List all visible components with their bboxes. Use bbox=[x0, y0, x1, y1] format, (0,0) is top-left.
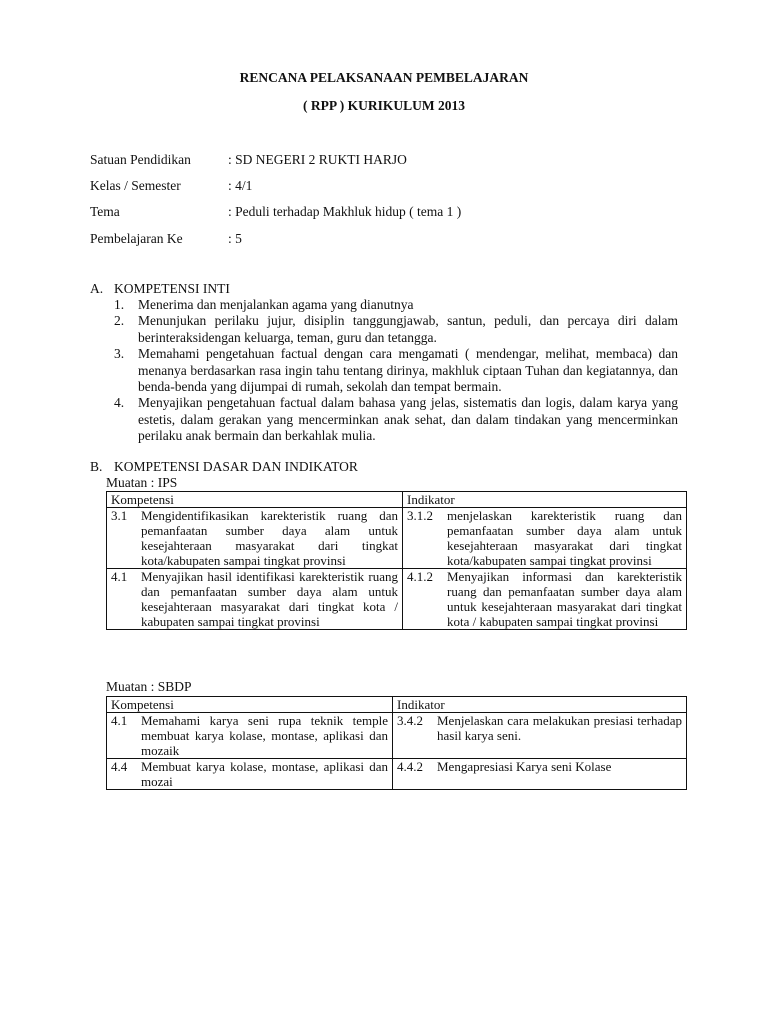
list-text: Menyajikan pengetahuan factual dalam bahasa yang jelas, sistematis dan logis, dalam karya yang estetis, dalam gerakan yang mencerminkan anak sehat, dan dalam tindakan yang mencerminkan perilaku anak bermain dan berkahlak mulia. bbox=[138, 395, 678, 444]
list-text: Menerima dan menjalankan agama yang dianutnya bbox=[138, 297, 414, 312]
list-number: 1. bbox=[114, 297, 125, 312]
document-title: RENCANA PELAKSANAAN PEMBELAJARAN bbox=[239, 70, 529, 85]
kompetensi-text: Membuat karya kolase, montase, aplikasi dan mozai bbox=[141, 759, 388, 789]
kompetensi-text: Memahami karya seni rupa teknik temple membuat karya kolase, montase, aplikasi dan mozaik bbox=[141, 713, 388, 758]
section-title: KOMPETENSI INTI bbox=[114, 281, 230, 296]
kompetensi-text: Menyajikan hasil identifikasi karekteristik ruang dan pemanfaatan sumber daya alam untuk kesejahteraan masyarakat dari tingkat kota / kabupaten sampai tingkat provinsi bbox=[141, 569, 398, 629]
identity-value: : 5 bbox=[228, 231, 242, 246]
identity-value: : SD NEGERI 2 RUKTI HARJO bbox=[228, 152, 407, 167]
identity-value: : Peduli terhadap Makhluk hidup ( tema 1 ) bbox=[228, 204, 462, 219]
kompetensi-inti-list bbox=[114, 297, 678, 445]
kompetensi-text: Mengidentifikasikan karekteristik ruang dan pemanfaatan sumber daya alam untuk kesejahteraan masyarakat dari tingkat kota/kabupaten sampai tingkat provinsi bbox=[141, 508, 398, 568]
list-text: Memahami pengetahuan factual dengan cara mengamati ( mendengar, melihat, membaca) dan menanya berdasarkan rasa ingin tahu tentang dirinya, makhluk ciptaan Tuhan dan kegiatannya, dan benda-benda yang dijumpai di rumah, sekolah dan tempat bermain. bbox=[138, 346, 678, 395]
list-item bbox=[114, 313, 678, 346]
identity-label: Tema bbox=[90, 204, 120, 219]
indikator-cell bbox=[393, 759, 687, 790]
kompetensi-code: 4.1 bbox=[111, 569, 128, 584]
muatan-sbdp-label: Muatan : SBDP bbox=[106, 679, 192, 694]
section-b-heading bbox=[90, 459, 358, 475]
section-title: KOMPETENSI DASAR DAN INDIKATOR bbox=[114, 459, 358, 474]
identity-value: : 4/1 bbox=[228, 178, 253, 193]
list-text: Menunjukan perilaku jujur, disiplin tanggungjawab, santun, peduli, dan percaya diri dalam berinteraksidengan keluarga, teman, guru dan tetangga. bbox=[138, 313, 678, 345]
identity-label: Satuan Pendidikan bbox=[90, 152, 191, 167]
table-row bbox=[107, 569, 687, 630]
identity-label: Kelas / Semester bbox=[90, 178, 181, 193]
indikator-text: Menyajikan informasi dan karekteristik ruang dan pemanfaatan sumber daya alam untuk kesejahteraan masyarakat dari tingkat kota / kabupaten sampai tingkat provinsi bbox=[447, 569, 682, 629]
list-item bbox=[114, 346, 678, 395]
kompetensi-cell bbox=[107, 569, 403, 630]
kompetensi-code: 4.1 bbox=[111, 713, 128, 728]
indikator-text: menjelaskan karekteristik ruang dan pemanfaatan sumber daya alam untuk kesejahteraan masyarakat dari tingkat kota/kabupaten sampai tingkat provinsi bbox=[447, 508, 682, 568]
table-row bbox=[107, 759, 687, 790]
identity-label: Pembelajaran Ke bbox=[90, 231, 183, 246]
list-number: 2. bbox=[114, 313, 125, 329]
kompetensi-cell bbox=[107, 759, 393, 790]
table-header-row bbox=[107, 492, 687, 508]
muatan-ips-label: Muatan : IPS bbox=[106, 475, 178, 490]
indikator-code: 4.4.2 bbox=[397, 759, 423, 774]
kompetensi-code: 4.4 bbox=[111, 759, 128, 774]
indikator-text: Menjelaskan cara melakukan presiasi terhadap hasil karya seni. bbox=[437, 713, 682, 743]
table-header-row bbox=[107, 697, 687, 713]
section-letter: B. bbox=[90, 459, 103, 474]
document-subtitle: ( RPP ) KURIKULUM 2013 bbox=[303, 98, 465, 113]
list-item bbox=[114, 395, 678, 444]
indikator-code: 3.4.2 bbox=[397, 713, 423, 728]
list-number: 4. bbox=[114, 395, 125, 411]
header-indikator: Indikator bbox=[403, 492, 687, 508]
header-indikator: Indikator bbox=[393, 697, 687, 713]
list-item bbox=[114, 297, 678, 313]
indikator-cell bbox=[403, 508, 687, 569]
section-a-heading bbox=[90, 281, 230, 297]
list-number: 3. bbox=[114, 346, 125, 362]
indikator-text: Mengapresiasi Karya seni Kolase bbox=[437, 759, 612, 774]
header-kompetensi: Kompetensi bbox=[107, 697, 393, 713]
sbdp-table bbox=[106, 696, 687, 790]
ips-table bbox=[106, 491, 687, 630]
header-kompetensi: Kompetensi bbox=[107, 492, 403, 508]
table-row bbox=[107, 508, 687, 569]
kompetensi-cell bbox=[107, 713, 393, 759]
section-letter: A. bbox=[90, 281, 104, 296]
kompetensi-code: 3.1 bbox=[111, 508, 128, 523]
indikator-cell bbox=[403, 569, 687, 630]
indikator-code: 3.1.2 bbox=[407, 508, 433, 523]
indikator-cell bbox=[393, 713, 687, 759]
indikator-code: 4.1.2 bbox=[407, 569, 433, 584]
kompetensi-cell bbox=[107, 508, 403, 569]
table-row bbox=[107, 713, 687, 759]
